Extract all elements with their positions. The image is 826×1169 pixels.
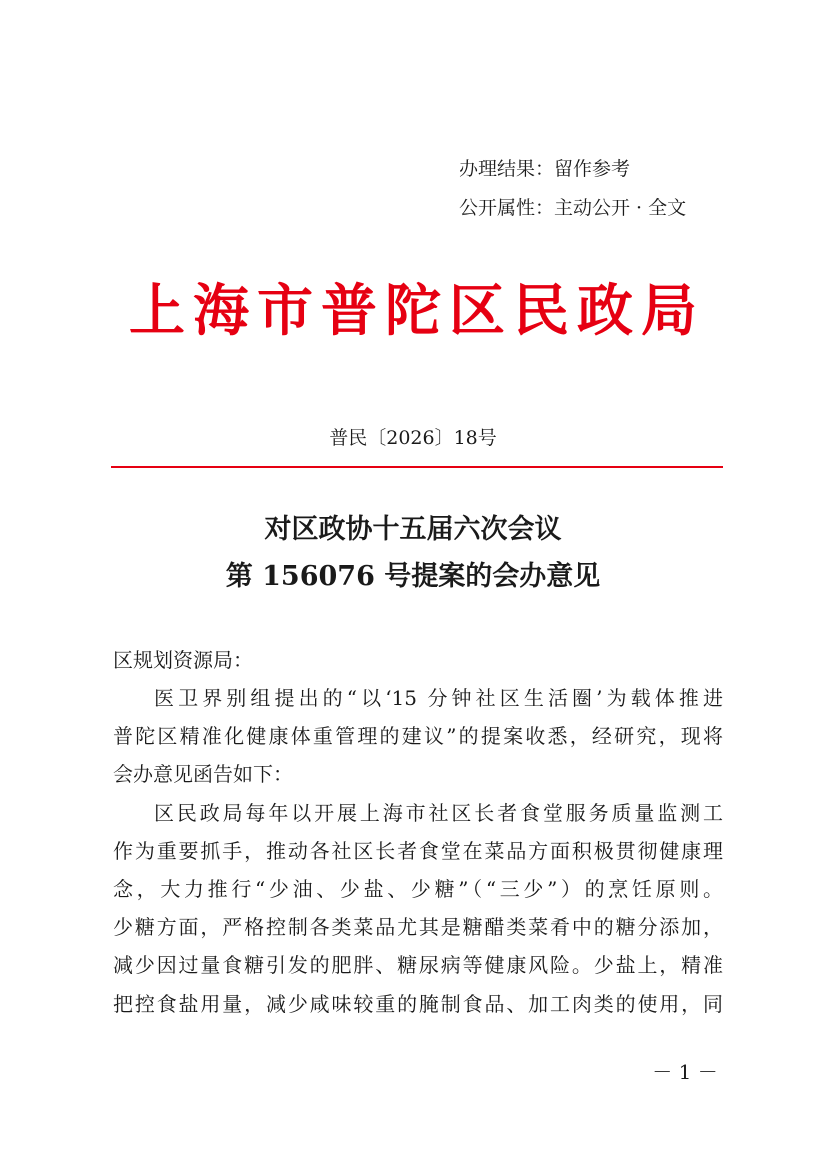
paragraph-2-line: 念，大力推行“少油、少盐、少糖”（“三少”）的烹饪原则。 bbox=[113, 877, 723, 901]
paragraph-2-line: 减少因过量食糖引发的肥胖、糖尿病等健康风险。少盐上，精准 bbox=[113, 953, 723, 977]
document-number: 普民〔2026〕18号 bbox=[329, 427, 497, 449]
paragraph-1-line: 普陀区精准化健康体重管理的建议”的提案收悉，经研究，现将 bbox=[113, 724, 723, 748]
paragraph-2-line: 把控食盐用量，减少咸味较重的腌制食品、加工肉类的使用，同 bbox=[113, 992, 723, 1016]
agency-name-heading: 上海市普陀区民政局 bbox=[129, 278, 705, 344]
page-number: － 1 － bbox=[652, 1060, 718, 1084]
disclosure-attribute: 公开属性：主动公开 · 全文 bbox=[459, 197, 687, 219]
paragraph-1-line: 会办意见函告如下： bbox=[113, 762, 293, 786]
handling-result: 办理结果：留作参考 bbox=[459, 158, 631, 180]
document-title-line-2: 第 156076 号提案的会办意见 bbox=[225, 561, 601, 592]
paragraph-2-line: 区民政局每年以开展上海市社区长者食堂服务质量监测工 bbox=[154, 801, 723, 825]
red-divider-line bbox=[111, 466, 723, 468]
addressee: 区规划资源局： bbox=[113, 648, 253, 672]
paragraph-2-line: 作为重要抓手，推动各社区长者食堂在菜品方面积极贯彻健康理 bbox=[113, 839, 723, 863]
paragraph-1-line: 医卫界别组提出的“以‘15 分钟社区生活圈’为载体推进 bbox=[154, 686, 723, 710]
paragraph-2-line: 少糖方面，严格控制各类菜品尤其是糖醋类菜肴中的糖分添加， bbox=[113, 915, 723, 939]
document-title-line-1: 对区政协十五届六次会议 bbox=[264, 514, 562, 545]
